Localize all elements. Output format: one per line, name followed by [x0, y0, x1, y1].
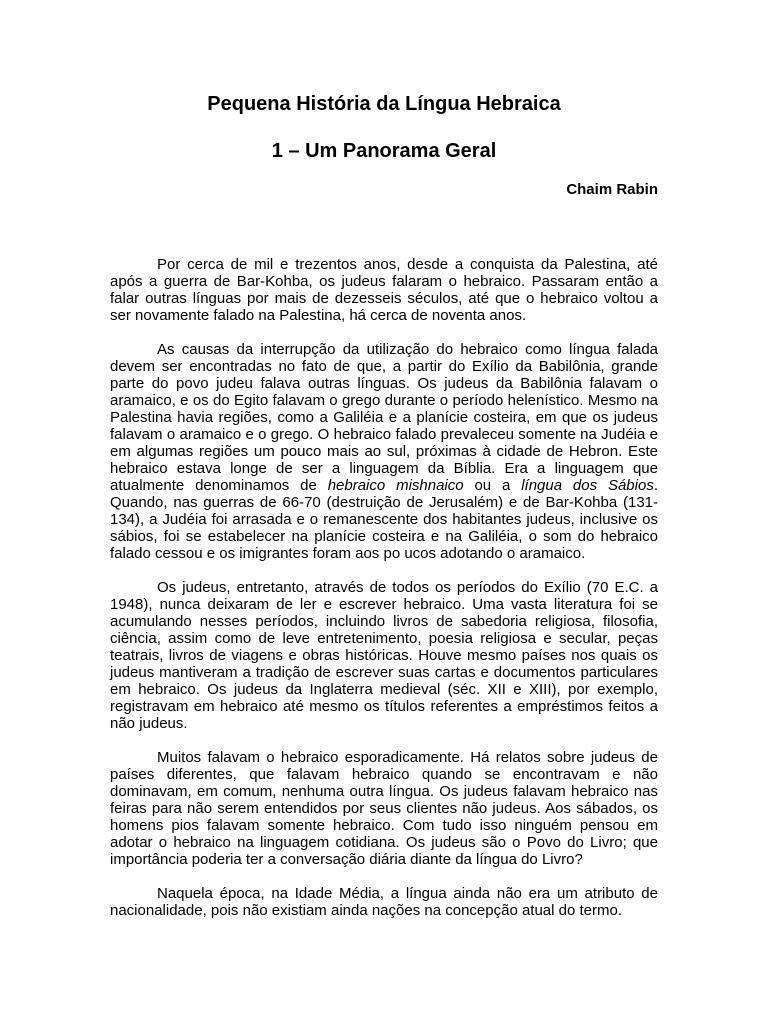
paragraph-1: Por cerca de mil e trezentos anos, desde a conquista da Palestina, até após a guerra de Bar-Kohba, os judeus falaram o hebraico. Passaram então a falar outras línguas por mais de dezesseis séculos, até que o hebraico voltou a ser novamente falado na Palestina, há cerca de noventa anos. — [110, 256, 658, 324]
italic-term-hebraico-mishnaico: hebraico mishnaico — [327, 477, 464, 494]
document-subtitle: 1 – Um Panorama Geral — [271, 140, 497, 162]
paragraph-3: Os judeus, entretanto, através de todos os períodos do Exílio (70 E.C. a 1948), nunca deixaram de ler e escrever hebraico. Uma vasta literatura foi se acumulando nesses períodos, incluindo livros de sabedoria religiosa, filosofia, ciência, assim como de leve entretenimento, poesia religiosa e secular, peças teatrais, livros de viagens e obras históricas. Houve mesmo países nos quais os judeus mantiveram a tradição de escrever suas cartas e documentos particulares em hebraico. Os judeus da Inglaterra medieval (séc. XII e XIII), por exemplo, registravam em hebraico até mesmo os títulos referentes a empréstimos feitos a não judeus. — [110, 579, 658, 732]
paragraph-2-part-2: ou a — [463, 477, 522, 494]
author-name: Chaim Rabin — [566, 181, 658, 198]
document-title: Pequena História da Língua Hebraica — [207, 93, 561, 115]
paragraph-4: Muitos falavam o hebraico esporadicamente. Há relatos sobre judeus de países diferentes, que falavam hebraico quando se encontravam e não dominavam, em comum, nenhuma outra língua. Os judeus falavam hebraico nas feiras para não serem entendidos por seus clientes não judeus. Aos sábados, os homens pios falavam somente hebraico. Com tudo isso ninguém pensou em adotar o hebraico na linguagem cotidiana. Os judeus são o Povo do Livro; que importância poderia ter a conversação diária diante da língua do Livro? — [110, 749, 658, 868]
paragraph-2-part-1: As causas da interrupção da utilização do hebraico como língua falada devem ser encontradas no fato de que, a partir do Exílio da Babilônia, grande parte do povo judeu falava outras línguas. Os judeus da Babilônia falavam o aramaico, e os do Egito falavam o grego durante o período helenístico. Mesmo na Palestina havia regiões, como a Galiléia e a planície costeira, em que os judeus falavam o aramaico e o grego. O hebraico falado prevaleceu somente na Judéia e em algumas regiões um pouco mais ao sul, próximas à cidade de Hebron. Este hebraico estava longe de ser a linguagem da Bíblia. Era a linguagem que atualmente denominamos de — [110, 341, 658, 494]
italic-term-lingua-dos-sabios: língua dos Sábios — [521, 477, 654, 494]
paragraph-2-part-3: . Quando, nas guerras de 66-70 (destruição de Jerusalém) e de Bar-Kohba (131-134), a Judéia foi arrasada e o remanescente dos habitantes judeus, inclusive os sábios, foi se estabelecer na planície costeira e na Galiléia, o som do hebraico falado cessou e os imigrantes foram aos po ucos adotando o aramaico. — [110, 477, 658, 562]
paragraph-2 — [110, 341, 658, 562]
paragraph-5: Naquela época, na Idade Média, a língua ainda não era um atributo de nacionalidade, pois não existiam ainda nações na concepção atual do termo. — [110, 885, 658, 919]
body-text — [110, 256, 658, 936]
